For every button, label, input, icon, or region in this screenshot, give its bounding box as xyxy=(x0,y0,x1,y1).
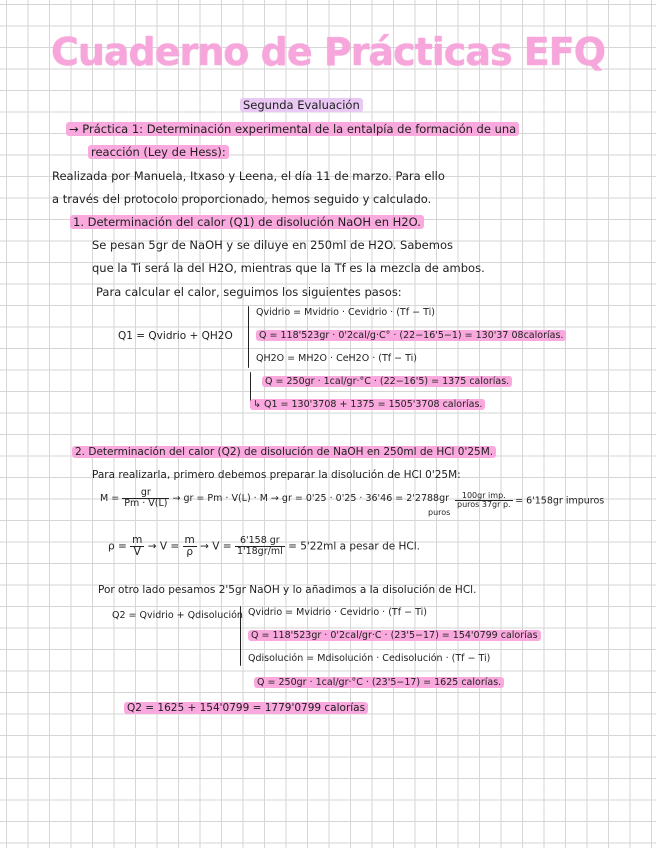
intro-line-2: a través del protocolo proporcionado, hemos seguido y calculado. xyxy=(52,192,432,206)
subtitle-text: Segunda Evaluación xyxy=(240,98,363,112)
section-1-step-4 xyxy=(262,376,512,387)
section-2-heading xyxy=(72,446,496,458)
purity-conversion xyxy=(455,492,604,510)
molarity-denominator: Pm · V(L) xyxy=(124,497,168,509)
intro-line-1: Realizada por Manuela, Itxaso y Leena, el día 11 de marzo. Para ello xyxy=(52,169,445,183)
section-1-result-text: ↳ Q1 = 130'3708 + 1375 = 1505'3708 calorías. xyxy=(250,399,485,410)
density-denominator-2: ρ xyxy=(186,546,193,559)
section-1-step-2-text: Q = 118'523gr · 0'2cal/g·C° · (22−16'5−1) = 130'37 08calorías. xyxy=(256,330,566,341)
section-1-brace xyxy=(248,306,249,368)
section-1-main-equation: Q1 = Qvidrio + QH2O xyxy=(118,330,233,342)
section-1-step-4-text: Q = 250gr · 1cal/gr·°C · (22−16'5) = 1375 calorías. xyxy=(262,376,512,387)
purity-denominator: puros 37gr p. xyxy=(457,500,511,510)
section-1-step-1: Qvidrio = Mvidrio · Cevidrio · (Tf − Ti) xyxy=(256,307,435,318)
section-2-step-3: Qdisolución = Mdisolución · Cedisolución · (Tf − Ti) xyxy=(248,653,491,664)
purity-fraction xyxy=(455,492,513,510)
section-1-step-2 xyxy=(256,330,566,341)
molarity-lhs: M = xyxy=(100,492,120,504)
density-lhs: ρ = xyxy=(108,540,127,553)
section-2-paragraph-1: Para realizarla, primero debemos preparar la disolución de HCl 0'25M: xyxy=(92,469,461,481)
molarity-derivation: → gr = Pm · V(L) · M → gr = 0'25 · 0'25 · 36'46 = 2'2788gr xyxy=(172,492,450,504)
purity-result: = 6'158gr impuros xyxy=(515,495,605,507)
density-arrow-1: → V = xyxy=(147,540,180,553)
molarity-fraction xyxy=(122,488,169,509)
section-2-step-4-text: Q = 250gr · 1cal/gr·°C · (23'5−17) = 1625 calorías. xyxy=(254,677,504,688)
section-2-result-text: Q2 = 1625 + 154'0799 = 1779'0799 calorías xyxy=(124,702,368,714)
section-2-step-2-text: Q = 118'523gr · 0'2cal/gr·C · (23'5−17) = 154'0799 calorías xyxy=(248,630,541,641)
practice-heading-text-2: reacción (Ley de Hess): xyxy=(88,145,229,159)
density-arrow-2: → V = xyxy=(200,540,232,553)
section-2-step-1: Qvidrio = Mvidrio · Cevidrio · (Tf − Ti) xyxy=(248,607,427,618)
density-numerator-3: 6'158 gr xyxy=(235,536,285,547)
density-numerator-1: m xyxy=(132,534,143,546)
density-fraction-3 xyxy=(235,536,285,557)
section-1-heading-text: 1. Determinación del calor (Q1) de disolución NaOH en H2O. xyxy=(70,215,424,229)
section-1-paragraph-1: Se pesan 5gr de NaOH y se diluye en 250ml de H2O. Sabemos xyxy=(92,238,453,252)
density-result: = 5'22ml a pesar de HCl. xyxy=(288,540,421,553)
section-1-heading xyxy=(70,215,424,229)
section-2-brace xyxy=(240,606,241,666)
section-2-step-2 xyxy=(248,630,541,641)
section-1-result xyxy=(250,399,485,410)
density-denominator-3: 1'18gr/ml xyxy=(236,546,283,558)
density-fraction-1 xyxy=(130,535,144,558)
section-2-heading-text: 2. Determinación del calor (Q2) de disolución de NaOH en 250ml de HCl 0'25M. xyxy=(72,446,496,458)
purity-numerator: 100gr imp. xyxy=(455,492,513,501)
section-2-main-equation: Q2 = Qvidrio + Qdisolución xyxy=(112,610,243,621)
density-fraction-2 xyxy=(183,535,197,558)
page-title: Cuaderno de Prácticas EFQ xyxy=(50,30,606,74)
practice-heading-text-1: → Práctica 1: Determinación experimental de la entalpía de formación de una xyxy=(66,122,519,136)
practice-heading-line-1 xyxy=(66,122,519,136)
molarity-equation xyxy=(100,488,449,509)
density-equation xyxy=(108,535,420,558)
section-2-paragraph-2: Por otro lado pesamos 2'5gr NaOH y lo añadimos a la disolución de HCl. xyxy=(98,584,477,596)
molarity-numerator: gr xyxy=(122,488,169,499)
section-2-result xyxy=(124,702,368,714)
subtitle xyxy=(240,98,363,112)
practice-heading-line-2 xyxy=(88,145,229,159)
density-numerator-2: m xyxy=(184,534,195,546)
section-1-paragraph-3: Para calcular el calor, seguimos los siguientes pasos: xyxy=(96,285,402,299)
purity-note-under: puros xyxy=(428,508,451,517)
section-1-paragraph-2: que la Ti será la del H2O, mientras que la Tf es la mezcla de ambos. xyxy=(92,261,485,275)
section-1-step-3: QH2O = MH2O · CeH2O · (Tf − Ti) xyxy=(256,353,417,364)
density-denominator-1: V xyxy=(133,546,141,559)
section-2-step-4 xyxy=(254,677,504,688)
